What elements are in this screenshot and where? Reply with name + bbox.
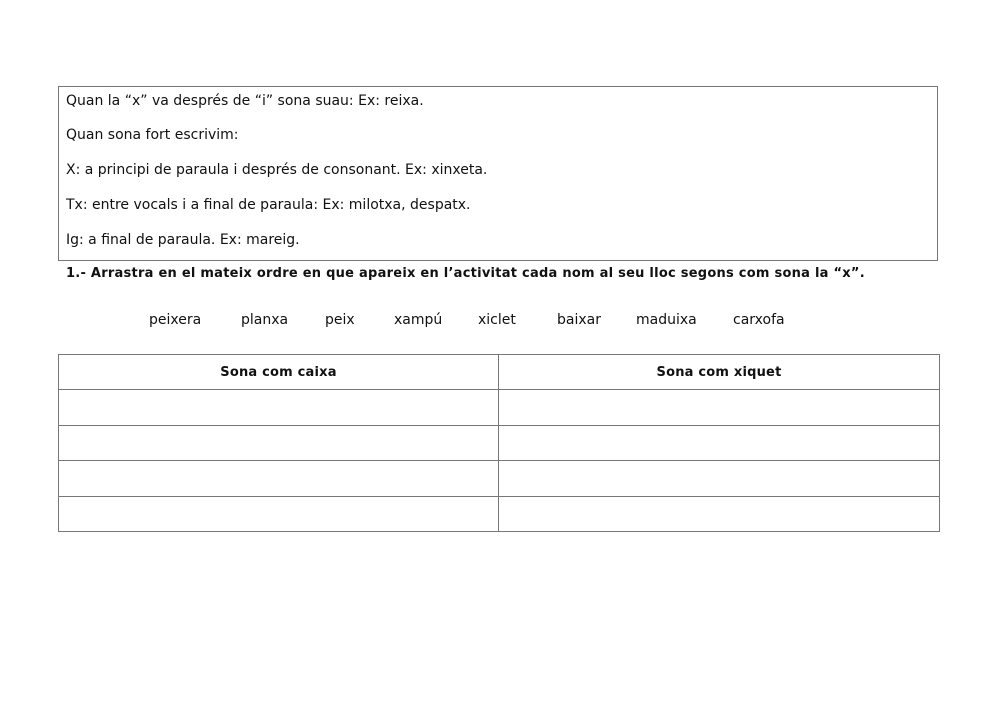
draggable-word-baixar[interactable]: baixar: [557, 312, 601, 328]
word-bank: [0, 311, 1000, 331]
drop-zone-xiquet[interactable]: [499, 461, 940, 497]
draggable-word-carxofa[interactable]: carxofa: [733, 312, 785, 328]
table-row: [59, 496, 940, 532]
column-header-caixa: Sona com caixa: [59, 355, 499, 390]
rule-x: X: a principi de paraula i després de consonant. Ex: xinxeta.: [66, 162, 488, 178]
table-row: [59, 390, 940, 426]
drop-zone-xiquet[interactable]: [499, 390, 940, 426]
table-row: [59, 425, 940, 461]
drop-zone-caixa[interactable]: [59, 390, 499, 426]
rule-tx: Tx: entre vocals i a final de paraula: Ex: milotxa, despatx.: [66, 197, 471, 213]
draggable-word-planxa[interactable]: planxa: [241, 312, 289, 328]
draggable-word-peixera[interactable]: peixera: [149, 312, 202, 328]
draggable-word-xampu[interactable]: xampú: [394, 312, 443, 328]
rule-ig: Ig: a final de paraula. Ex: mareig.: [66, 232, 300, 248]
draggable-word-xiclet[interactable]: xiclet: [478, 312, 516, 328]
drop-zone-xiquet[interactable]: [499, 496, 940, 532]
drop-zone-xiquet[interactable]: [499, 425, 940, 461]
activity-instruction: 1.- Arrastra en el mateix ordre en que apareix en l’activitat cada nom al seu lloc segons com sona la “x”.: [66, 266, 865, 281]
rules-box: [58, 86, 938, 261]
drop-zone-caixa[interactable]: [59, 425, 499, 461]
table-row: [59, 461, 940, 497]
draggable-word-maduixa[interactable]: maduixa: [636, 312, 697, 328]
drop-zone-caixa[interactable]: [59, 496, 499, 532]
rule-strong-intro: Quan sona fort escrivim:: [66, 127, 239, 143]
draggable-word-peix[interactable]: peix: [325, 312, 355, 328]
column-header-xiquet: Sona com xiquet: [499, 355, 940, 390]
rule-soft-x: Quan la “x” va després de “i” sona suau: Ex: reixa.: [66, 93, 424, 109]
drop-zone-caixa[interactable]: [59, 461, 499, 497]
table-header-row: [59, 355, 940, 390]
sorting-table: [58, 354, 940, 532]
